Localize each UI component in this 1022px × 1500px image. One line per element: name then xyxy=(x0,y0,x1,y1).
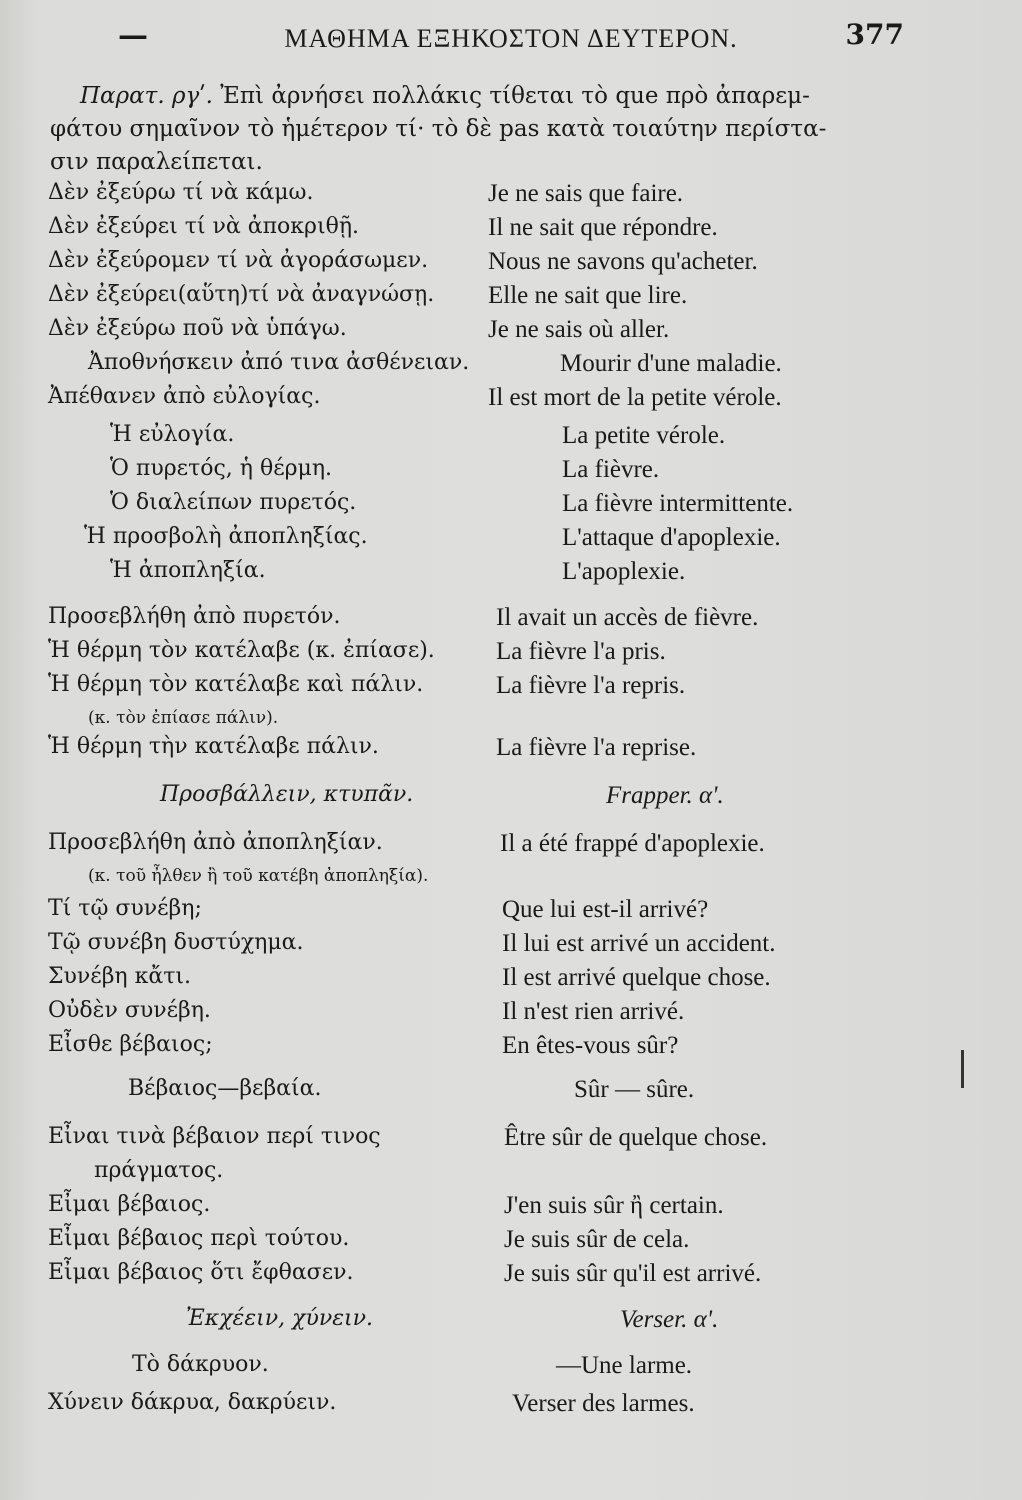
greek-phrase: Εἶναι τινὰ βέβαιον περί τινος xyxy=(48,1124,381,1149)
vocab-row xyxy=(0,672,1022,706)
greek-phrase: Εἶσθε βέβαιος; xyxy=(48,1032,213,1057)
french-phrase: Il n'est rien arrivé. xyxy=(502,998,685,1025)
vocab-row xyxy=(0,282,1022,316)
greek-phrase: Τὸ δάκρυον. xyxy=(132,1352,269,1377)
greek-phrase: Προσβάλλειν, κτυπᾶν. xyxy=(160,782,414,807)
greek-phrase: Ἡ θέρμη τὴν κατέλαβε πάλιν. xyxy=(48,734,379,759)
french-phrase: Il a été frappé d'apoplexie. xyxy=(500,830,765,857)
greek-phrase: Οὐδὲν συνέβη. xyxy=(48,998,211,1023)
vocab-row xyxy=(0,734,1022,768)
french-phrase: Elle ne sait que lire. xyxy=(488,282,688,309)
vocab-row xyxy=(0,1032,1022,1066)
french-phrase: La fièvre. xyxy=(562,456,660,483)
grammar-note xyxy=(50,80,950,179)
french-phrase: Frapper. αʹ. xyxy=(606,782,724,809)
greek-phrase: Δὲν ἐξεύρει τί νὰ ἀποκριθῇ. xyxy=(48,214,360,239)
french-phrase: Être sûr de quelque chose. xyxy=(504,1124,768,1151)
french-phrase: Mourir d'une maladie. xyxy=(560,350,782,377)
vocab-row xyxy=(0,490,1022,524)
french-phrase: Sûr — sûre. xyxy=(574,1076,695,1103)
greek-phrase: Χύνειν δάκρυα, δακρύειν. xyxy=(48,1390,337,1415)
french-phrase: La fièvre l'a pris. xyxy=(496,638,666,665)
header-dash: — xyxy=(118,18,148,53)
vocab-row xyxy=(0,964,1022,998)
greek-phrase: Ἡ εὐλογία. xyxy=(110,422,235,447)
french-phrase: Il lui est arrivé un accident. xyxy=(502,930,776,957)
vocab-row xyxy=(0,930,1022,964)
greek-phrase: Προσεβλήθη ἀπὸ ἀποπληξίαν. xyxy=(48,830,383,855)
french-phrase: Je ne sais où aller. xyxy=(488,316,670,343)
greek-phrase: Ἀποθνήσκειν ἀπό τινα ἀσθένειαν. xyxy=(88,350,470,375)
note-label: Παρατ. ργʹ. xyxy=(80,83,213,109)
vocab-row xyxy=(0,638,1022,672)
vocab-row xyxy=(0,1076,1022,1110)
french-phrase: J'en suis sûr ἢ certain. xyxy=(504,1192,724,1219)
french-phrase: En êtes-vous sûr? xyxy=(502,1032,679,1059)
greek-phrase: Δὲν ἐξεύρω ποῦ νὰ ὑπάγω. xyxy=(48,316,347,341)
greek-phrase: Βέβαιος—βεβαία. xyxy=(128,1076,322,1101)
french-phrase: Il est arrivé quelque chose. xyxy=(502,964,771,991)
vocab-row xyxy=(0,1158,1022,1192)
greek-phrase: Ἡ ἀποπληξία. xyxy=(110,558,266,583)
french-phrase: Nous ne savons qu'acheter. xyxy=(488,248,758,275)
vocab-row xyxy=(0,998,1022,1032)
vocab-row xyxy=(0,1260,1022,1294)
note-line-1: Ἐπὶ ἀρνήσει πολλάκις τίθεται τὸ que πρὸ ἀπαρεμ- xyxy=(220,83,810,109)
vocab-row xyxy=(0,1306,1022,1340)
french-phrase: La fièvre l'a reprise. xyxy=(496,734,697,761)
french-phrase: L'apoplexie. xyxy=(562,558,686,585)
greek-phrase: Ἡ προσβολὴ ἀποπληξίας. xyxy=(84,524,368,549)
vocab-row xyxy=(0,782,1022,816)
vocab-row xyxy=(0,830,1022,864)
vocab-row xyxy=(0,1192,1022,1226)
french-phrase: Il est mort de la petite vérole. xyxy=(488,384,782,411)
vocab-row xyxy=(0,248,1022,282)
greek-phrase: Ὁ διαλείπων πυρετός. xyxy=(110,490,357,515)
vocab-row xyxy=(0,866,1022,900)
french-phrase: L'attaque d'apoplexie. xyxy=(562,524,781,551)
greek-phrase: πράγματος. xyxy=(94,1158,224,1183)
french-phrase: —Une larme. xyxy=(556,1352,693,1379)
greek-phrase: Συνέβη κἄτι. xyxy=(48,964,191,989)
vocab-row xyxy=(0,214,1022,248)
page-header xyxy=(0,14,1022,58)
greek-phrase: (κ. τὸν ἐπίασε πάλιν). xyxy=(88,708,279,728)
greek-phrase: Εἶμαι βέβαιος ὅτι ἔφθασεν. xyxy=(48,1260,354,1285)
vocab-row xyxy=(0,1390,1022,1424)
french-phrase: Il avait un accès de fièvre. xyxy=(496,604,759,631)
vocab-row xyxy=(0,384,1022,418)
greek-phrase: Ἡ θέρμη τὸν κατέλαβε καὶ πάλιν. xyxy=(48,672,424,697)
french-phrase: Je suis sûr qu'il est arrivé. xyxy=(504,1260,762,1287)
french-phrase: Verser des larmes. xyxy=(512,1390,695,1417)
greek-phrase: Δὲν ἐξεύρει(αὕτη)τί νὰ ἀναγνώσῃ. xyxy=(48,282,435,307)
vocab-row xyxy=(0,1352,1022,1386)
french-phrase: La petite vérole. xyxy=(562,422,726,449)
page-title: ΜΑΘΗΜΑ ΕΞΗΚΟΣΤΟΝ ΔΕΥΤΕΡΟΝ. xyxy=(284,24,738,53)
vocab-row xyxy=(0,896,1022,930)
greek-phrase: Προσεβλήθη ἀπὸ πυρετόν. xyxy=(48,604,341,629)
vocab-row xyxy=(0,422,1022,456)
margin-mark xyxy=(961,1050,964,1088)
french-phrase: Que lui est-il arrivé? xyxy=(502,896,709,923)
greek-phrase: Τί τῷ συνέβη; xyxy=(48,896,202,921)
greek-phrase: Ἡ θέρμη τὸν κατέλαβε (κ. ἐπίασε). xyxy=(48,638,435,663)
vocab-row xyxy=(0,350,1022,384)
greek-phrase: Ἀπέθανεν ἀπὸ εὐλογίας. xyxy=(48,384,321,409)
greek-phrase: Δὲν ἐξεύρω τί νὰ κάμω. xyxy=(48,180,314,205)
french-phrase: Je ne sais que faire. xyxy=(488,180,684,207)
vocab-row xyxy=(0,456,1022,490)
note-line-2: φάτου σημαῖνον τὸ ἡμέτερον τί· τὸ δὲ pas κατὰ τοιαύτην περίστα- xyxy=(50,116,827,142)
vocab-row xyxy=(0,524,1022,558)
vocab-row xyxy=(0,180,1022,214)
french-phrase: Je suis sûr de cela. xyxy=(504,1226,690,1253)
greek-phrase: Δὲν ἐξεύρομεν τί νὰ ἀγοράσωμεν. xyxy=(48,248,429,273)
greek-phrase: (κ. τοῦ ἦλθεν ἢ τοῦ κατέβη ἀποπληξία). xyxy=(88,866,429,886)
note-line-3: σιν παραλείπεται. xyxy=(50,149,263,175)
french-phrase: Verser. αʹ. xyxy=(620,1306,719,1333)
vocab-row xyxy=(0,316,1022,350)
greek-phrase: Ἐκχέειν, χύνειν. xyxy=(186,1306,373,1331)
greek-phrase: Εἶμαι βέβαιος περὶ τούτου. xyxy=(48,1226,350,1251)
page-number: 377 xyxy=(845,18,904,51)
french-phrase: La fièvre intermittente. xyxy=(562,490,794,517)
vocab-row xyxy=(0,558,1022,592)
greek-phrase: Εἶμαι βέβαιος. xyxy=(48,1192,211,1217)
french-phrase: La fièvre l'a repris. xyxy=(496,672,686,699)
greek-phrase: Τῷ συνέβη δυστύχημα. xyxy=(48,930,304,955)
vocab-row xyxy=(0,1124,1022,1158)
vocab-row xyxy=(0,604,1022,638)
greek-phrase: Ὁ πυρετός, ἡ θέρμη. xyxy=(110,456,333,481)
vocab-row xyxy=(0,1226,1022,1260)
french-phrase: Il ne sait que répondre. xyxy=(488,214,718,241)
